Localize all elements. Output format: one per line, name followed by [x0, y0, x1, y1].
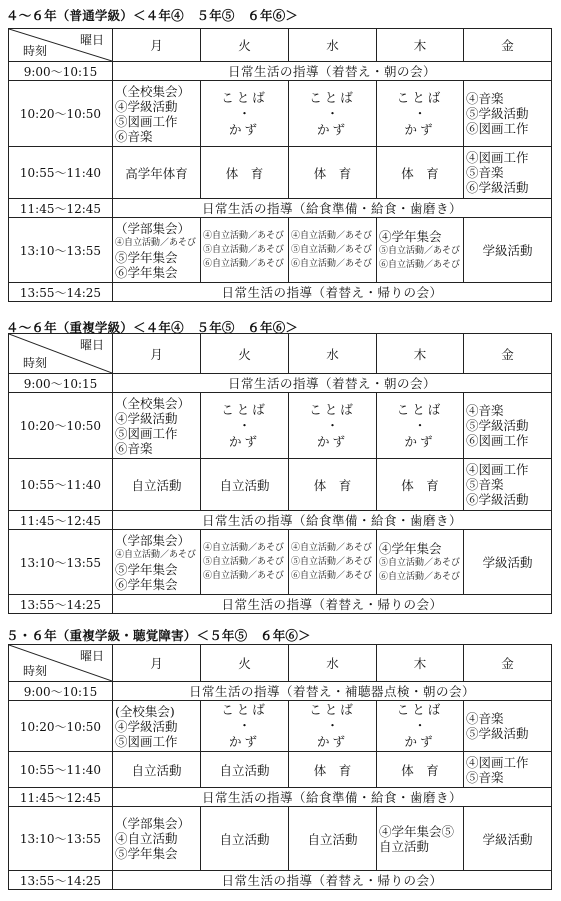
closing-guidance-cell: 日常生活の指導（着替え・帰りの会）	[113, 871, 552, 890]
time-cell: 10:55～11:40	[9, 752, 113, 788]
closing-guidance-cell: 日常生活の指導（着替え・帰りの会）	[113, 595, 552, 614]
time-label: 時刻	[23, 356, 48, 370]
cell-tue: 体 育	[201, 147, 289, 199]
cell-fri: ④音楽 ⑤学級活動 ⑥図画工作	[464, 393, 552, 459]
cell-wed: ことば ・ かず	[289, 701, 377, 752]
time-cell: 9:00～10:15	[9, 682, 113, 701]
cell-thu: ことば ・ かず	[377, 81, 464, 147]
day-header-fri: 金	[464, 645, 552, 682]
cell-mon: (全校集会) ④学級活動 ⑤図画工作	[113, 701, 201, 752]
day-header-fri: 金	[464, 29, 552, 62]
day-header-wed: 水	[289, 334, 377, 374]
time-cell: 13:10～13:55	[9, 530, 113, 595]
cell-fri: ④図画工作 ⑤音楽	[464, 752, 552, 788]
cell-thu: ことば ・ かず	[377, 393, 464, 459]
cell-mon: （学部集会） ④自立活動／あそび ⑤学年集会 ⑥学年集会	[113, 218, 201, 283]
cell-fri: 学級活動	[464, 218, 552, 283]
time-cell: 9:00～10:15	[9, 62, 113, 81]
time-cell: 11:45～12:45	[9, 511, 113, 530]
cell-mon: （学部集会） ④自立活動／あそび ⑤学年集会 ⑥学年集会	[113, 530, 201, 595]
lunch-guidance-cell: 日常生活の指導（給食準備・給食・歯磨き）	[113, 511, 552, 530]
day-label: 曜日	[79, 33, 104, 47]
cell-thu: 体 育	[377, 147, 464, 199]
cell-thu: ことば ・ かず	[377, 701, 464, 752]
section-title: ５・６年（重複学級・聴覚障害）＜５年⑤ ６年⑥＞	[6, 628, 311, 643]
day-label: 曜日	[79, 338, 104, 352]
cell-tue: 自立活動	[201, 807, 289, 871]
time-label: 時刻	[23, 664, 48, 678]
day-header-tue: 火	[201, 645, 289, 682]
cell-wed: ④自立活動／あそび ⑤自立活動／あそび ⑥自立活動／あそび	[289, 218, 377, 283]
header-corner	[9, 645, 113, 682]
day-header-tue: 火	[201, 29, 289, 62]
day-header-wed: 水	[289, 645, 377, 682]
cell-tue: ④自立活動／あそび ⑤自立活動／あそび ⑥自立活動／あそび	[201, 530, 289, 595]
time-cell: 10:20～10:50	[9, 81, 113, 147]
cell-wed: 体 育	[289, 147, 377, 199]
section-title: ４～６年（普通学級）＜４年④ ５年⑤ ６年⑥＞	[6, 8, 299, 23]
header-corner	[9, 29, 113, 62]
cell-wed: 体 育	[289, 752, 377, 788]
timetable	[8, 28, 552, 302]
time-cell: 10:20～10:50	[9, 701, 113, 752]
daily-guidance-cell: 日常生活の指導（着替え・朝の会）	[113, 62, 552, 81]
day-label: 曜日	[79, 649, 104, 663]
time-cell: 9:00～10:15	[9, 374, 113, 393]
time-cell: 10:20～10:50	[9, 393, 113, 459]
time-label: 時刻	[23, 44, 48, 58]
cell-wed: 体 育	[289, 459, 377, 511]
time-cell: 11:45～12:45	[9, 788, 113, 807]
day-header-mon: 月	[113, 29, 201, 62]
cell-wed: ことば ・ かず	[289, 393, 377, 459]
cell-thu: 体 育	[377, 752, 464, 788]
cell-fri: ④音楽 ⑤学級活動	[464, 701, 552, 752]
section-title: ４～６年（重複学級）＜４年④ ５年⑤ ６年⑥＞	[6, 320, 299, 335]
cell-tue: ④自立活動／あそび ⑤自立活動／あそび ⑥自立活動／あそび	[201, 218, 289, 283]
cell-tue: 自立活動	[201, 752, 289, 788]
cell-fri: 学級活動	[464, 530, 552, 595]
cell-mon: （学部集会） ④自立活動 ⑤学年集会	[113, 807, 201, 871]
cell-thu: ④学年集会 ⑤自立活動／あそび ⑥自立活動／あそび	[377, 530, 464, 595]
daily-guidance-cell: 日常生活の指導（着替え・補聴器点検・朝の会）	[113, 682, 552, 701]
cell-fri: ④音楽 ⑤学級活動 ⑥図画工作	[464, 81, 552, 147]
cell-wed: ④自立活動／あそび ⑤自立活動／あそび ⑥自立活動／あそび	[289, 530, 377, 595]
cell-fri: 学級活動	[464, 807, 552, 871]
cell-mon: 自立活動	[113, 752, 201, 788]
time-cell: 13:10～13:55	[9, 218, 113, 283]
time-cell: 13:55～14:25	[9, 283, 113, 302]
time-cell: 13:55～14:25	[9, 871, 113, 890]
cell-wed: 自立活動	[289, 807, 377, 871]
day-header-mon: 月	[113, 645, 201, 682]
cell-tue: ことば ・ かず	[201, 393, 289, 459]
lunch-guidance-cell: 日常生活の指導（給食準備・給食・歯磨き）	[113, 199, 552, 218]
cell-thu: ④学年集会 ⑤自立活動／あそび ⑥自立活動／あそび	[377, 218, 464, 283]
day-header-mon: 月	[113, 334, 201, 374]
day-header-thu: 木	[377, 29, 464, 62]
cell-thu: 体 育	[377, 459, 464, 511]
time-cell: 11:45～12:45	[9, 199, 113, 218]
cell-tue: ことば ・ かず	[201, 81, 289, 147]
closing-guidance-cell: 日常生活の指導（着替え・帰りの会）	[113, 283, 552, 302]
day-header-fri: 金	[464, 334, 552, 374]
cell-mon: （全校集会） ④学級活動 ⑤図画工作 ⑥音楽	[113, 393, 201, 459]
cell-tue: 自立活動	[201, 459, 289, 511]
day-header-tue: 火	[201, 334, 289, 374]
timetable	[8, 644, 552, 890]
cell-tue: ことば ・ かず	[201, 701, 289, 752]
cell-fri: ④図画工作 ⑤音楽 ⑥学級活動	[464, 147, 552, 199]
cell-mon: （全校集会） ④学級活動 ⑤図画工作 ⑥音楽	[113, 81, 201, 147]
time-cell: 10:55～11:40	[9, 459, 113, 511]
time-cell: 10:55～11:40	[9, 147, 113, 199]
cell-mon: 高学年体育	[113, 147, 201, 199]
timetable	[8, 333, 552, 614]
cell-thu: ④学年集会⑤ 自立活動	[377, 807, 464, 871]
time-cell: 13:55～14:25	[9, 595, 113, 614]
time-cell: 13:10～13:55	[9, 807, 113, 871]
cell-fri: ④図画工作 ⑤音楽 ⑥学級活動	[464, 459, 552, 511]
header-corner	[9, 334, 113, 374]
day-header-thu: 木	[377, 645, 464, 682]
day-header-thu: 木	[377, 334, 464, 374]
lunch-guidance-cell: 日常生活の指導（給食準備・給食・歯磨き）	[113, 788, 552, 807]
cell-wed: ことば ・ かず	[289, 81, 377, 147]
cell-mon: 自立活動	[113, 459, 201, 511]
day-header-wed: 水	[289, 29, 377, 62]
daily-guidance-cell: 日常生活の指導（着替え・朝の会）	[113, 374, 552, 393]
